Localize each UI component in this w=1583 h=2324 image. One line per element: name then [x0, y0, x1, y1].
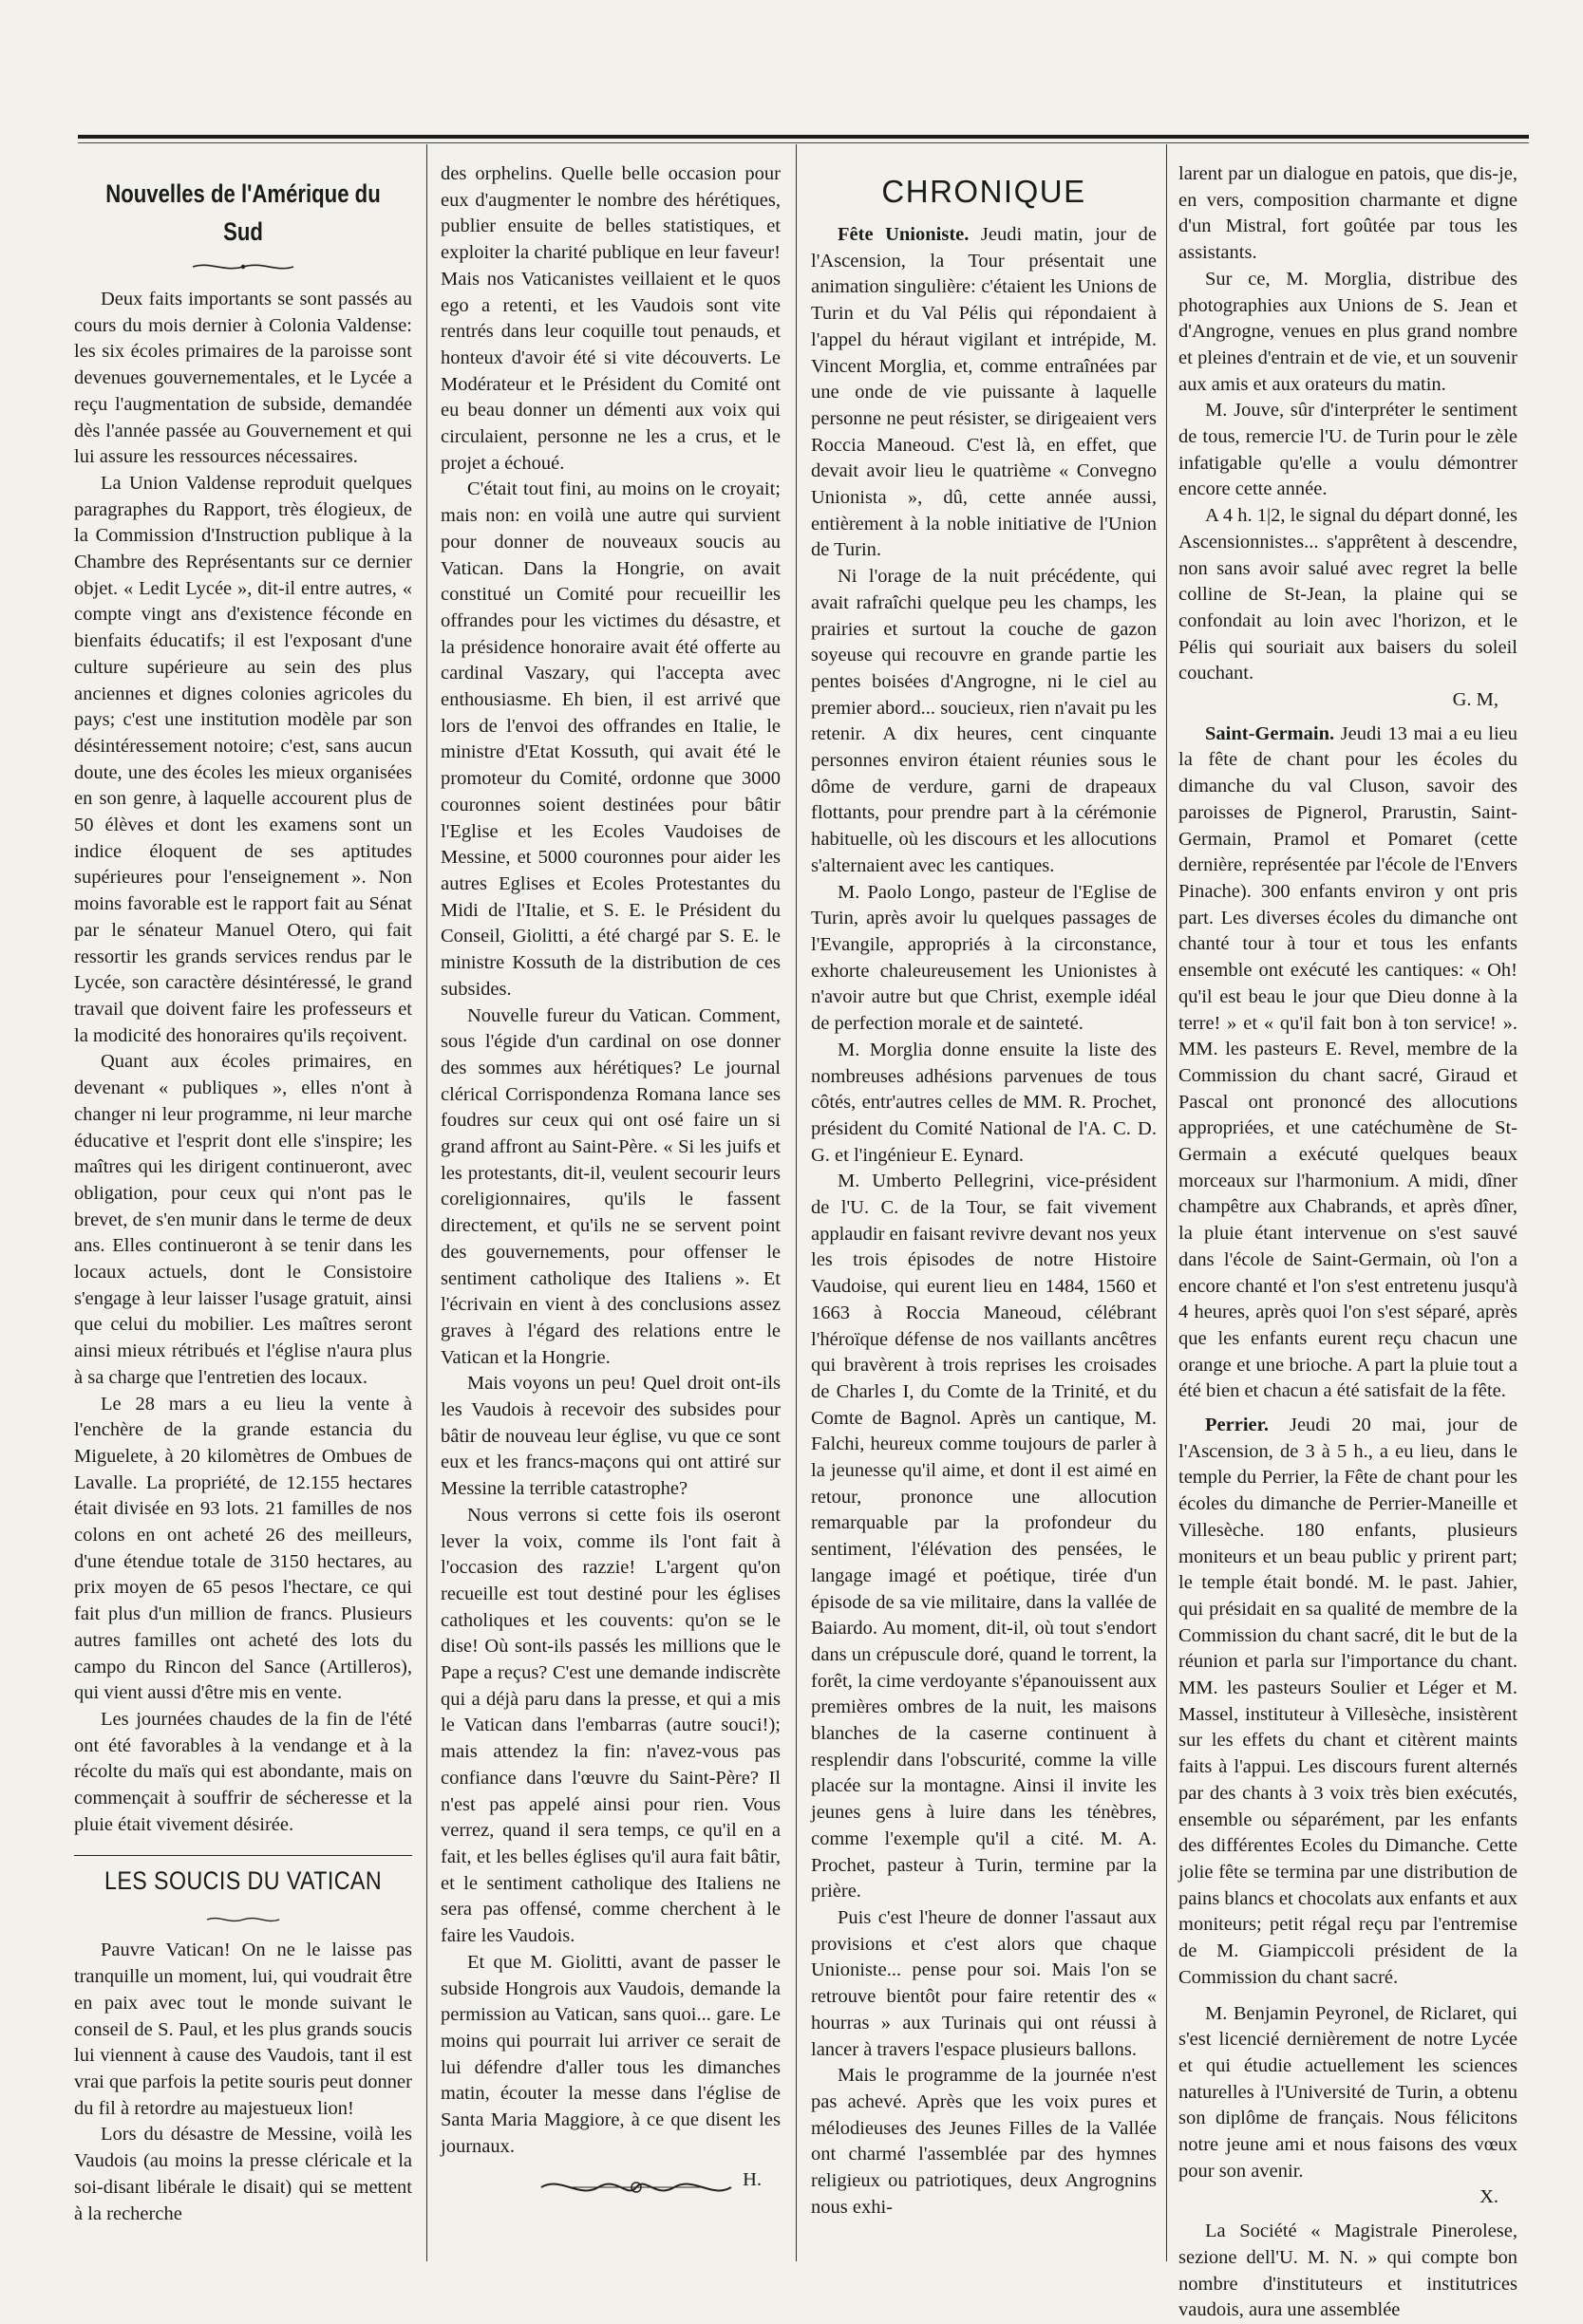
paragraph-text: Jeudi matin, jour de l'Ascension, la Tour présentait une animation singulière: c'étaient les Unions de Turin et du Val Pélis qui répondaient à l'appel du héraut vigilant et intrépide, M. Vincent Morglia, et, comme entraînées par une onde de vie puissante à laquelle personne ne peut résister, se dirigeaient vers Roccia Maneoud. C'est là, en effet, que devait avoir lieu le quatrième « Convegno Unionista », dû, cette année aussi, entièrement à la noble initiative de l'Union de Turin. [811, 224, 1157, 561]
top-rule [78, 135, 1529, 139]
column-2 [441, 161, 781, 2255]
paragraph-text: Jeudi 20 mai, jour de l'Ascension, de 3 à 5 h., a eu lieu, dans le temple du Perrier, la Fête de chant pour les écoles du dimanche de Perrier-Maneille et Villesèche. 180 enfants, plusieurs moniteurs et un beau public y prirent part; le temple était bondé. M. le past. Jahier, qui présidait en sa qualité de membre de la Commission du chant sacré, dit le but de la réunion et parla sur l'importance du chant. MM. les pasteurs Soulier et Léger et M. Massel, instituteur à Villesèche, insistèrent sur les effets du chant et citèrent maints faits à l'appui. Les discours furent alternés par des chants à 3 voix très bien exécutés, ensemble ou séparément, par les enfants des différentes Ecoles du Dimanche. Cette jolie fête se termina par une distribution de pains blancs et chocolats aux enfants et aux moniteurs; petit régal reçu par l'entremise de M. Giampiccoli président de la Commission du chant sacré. [1178, 1415, 1517, 1988]
section-rule [74, 1855, 412, 1856]
column-3 [811, 161, 1157, 2255]
flourish-ornament [74, 256, 412, 273]
paragraph: M. Jouve, sûr d'interpréter le sentiment de tous, remercie l'U. de Turin pour le zèle infatigable qu'elle a voulu démontrer encore cette année. [1178, 400, 1517, 500]
article-heading: Nouvelles de l'Amérique du Sud [105, 179, 381, 246]
paragraph: Mais le programme de la journée n'est pas achevé. Après que les voix pures et mélodieuses des Jeunes Filles de la Vallée ont charmé l'assemblée par des hymnes religieux ou patriotiques, deux Angrognins nous exhi- [811, 2065, 1157, 2218]
paragraph-text: Jeudi 13 mai a eu lieu la fête de chant pour les écoles du dimanche du val Cluson, savoir des paroisses de Pignerol, Prarustin, Saint-Germain, Pramol et Pomaret (cette dernière, représentée par l'école de l'Envers Pinache). 300 enfants environ y ont pris part. Les diverses écoles du dimanche ont chanté tour à tour et tous les enfants ensemble ont exécuté les cantiques: « Oh! qu'il est beau le jour que Dieu donne à la terre! » et « qu'il fait bon à ton service! ». MM. les pasteurs E. Revel, membre de la Commission du chant sacré, Giraud et Pascal ont prononcé des allocutions appropriées, et une catéchumène de St-Germain a exécuté quelques beaux morceaux sur l'harmonium. A midi, dîner champêtre aux Chabrands, et après dîner, la pluie étant intervenue on s'est sauvé dans l'école de Saint-Germain, où l'on a encore chanté et l'on s'est entretenu jusqu'à 4 heures, après quoi l'on s'est séparé, après que les enfants eurent reçu chacun une orange et une brioche. A part la pluie tout a été bien et chacun a été satisfait de la fête. [1178, 722, 1517, 1402]
paragraph: M. Paolo Longo, pasteur de l'Eglise de Turin, après avoir lu quelques passages de l'Evangile, appropriés à la circonstance, exhorte chaleureusement les Unionistes à n'avoir autre but que Christ, exemple idéal de perfection morale et de sainteté. [811, 881, 1157, 1035]
signature: H. [743, 2169, 762, 2191]
paragraph [1178, 722, 1517, 1405]
paragraph: Mais voyons un peu! Quel droit ont-ils les Vaudois à recevoir des subsides pour bâtir de nouveau leur église, vu que ce sont eux et les francs-maçons qui ont attiré sur Messine la terrible catastrophe? [441, 1373, 781, 1500]
paragraph [1178, 1413, 1517, 1991]
paragraph: La Union Valdense reproduit quelques paragraphes du Rapport, très élogieux, de la Commission d'Instruction publique à la Chambre des Représentants sur ce dernier objet. « Ledit Lycée », dit-il entre autres, « compte vingt ans d'existence féconde en bienfaits éducatifs; il est l'exposant d'une culture supérieure au sein des plus anciennes et dignes colonies agricoles du pays; c'est une institution modèle par son désintéressement notoire; c'est, sans aucun doute, une des écoles les mieux organisées en son genre, à laquelle accourent plus de 50 élèves et dont les examens sont un indice éloquent de ses aptitudes supérieures pour l'enseignement ». Non moins favorable est le rapport fait au Sénat par le sénateur Manuel Otero, qui fait ressortir les grands services rendus par le Lycée, son caractère désintéressé, le grand travail que doivent faire les professeurs et la modicité des honoraires qu'ils reçoivent. [74, 472, 412, 1046]
paragraph: C'était tout fini, au moins on le croyait; mais non: en voilà une autre qui survient pour donner de nouveaux soucis au Vatican. Dans la Hongrie, on avait constitué un Comité pour recueillir les offrandes pour les victimes du désastre, et la présidence honoraire avait été offerte au cardinal Vaszary, qui l'accepta avec enthousiasme. Eh bien, il est arrivé que lors de l'envoi des offrandes en Italie, le ministre d'Etat Kossuth, qui avait été le promoteur du Comité, ordonne que 3000 couronnes soient destinées pour bâtir l'Eglise et les Ecoles Vaudoises de Messine, et 5000 couronnes pour aider les autres Eglises et Ecoles Protestantes du Midi de l'Italie, et S. E. le Président du Conseil, Giolitti, a été chargé par S. E. le ministre Kossuth de la distribution de ces subsides. [441, 478, 781, 1000]
paragraph: A 4 h. 1|2, le signal du départ donné, les Ascensionnistes... s'apprêtent à descendre, non sans avoir salué avec regret la belle colline de St-Jean, la plaine qui se confondait au loin avec l'horizon, et le Pélis qui souriait aux baisers du soleil couchant. [1178, 505, 1517, 684]
column-divider [796, 144, 797, 2261]
paragraph: M. Umberto Pellegrini, vice-président de l'U. C. de la Tour, se fait vivement applaudir en faisant revivre devant nos yeux les trois épisodes de notre Histoire Vaudoise, qui eurent lieu en 1484, 1560 et 1663 à Roccia Maneoud, célébrant l'héroïque défense de nos vaillants ancêtres qui bravèrent à trois reprises les croisades de Charles I, du Comte de la Trinité, et du Comte de Bagnol. Après un cantique, M. Falchi, heureux comme toujours de parler à la jeunesse qu'il aime, et dont il est aimé en retour, prononce une allocution remarquable par la profondeur du sentiment, l'élévation des pensées, le langage imagé et poétique, tirée d'un épisode de sa vie militaire, dans la vallée de Baiardo. Au moment, dit-il, où tout s'endort dans un crépuscule doré, quand le torrent, la forêt, la cime verdoyante s'épanouissent aux premières ombres de la nuit, les maisons blanches de la caserne continuent à resplendir dans l'obscurité, comme la ville placée sur la montagne. Ainsi il invite les jeunes gens à luire dans les ténèbres, comme l'exemple qu'il a cité. M. A. Prochet, pasteur à Turin, termine par la prière. [811, 1171, 1157, 1902]
paragraph: des orphelins. Quelle belle occasion pour eux d'augmenter le nombre des hérétiques, publier ensuite de belles statistiques, et exploiter la charité publique en leur faveur! Mais nos Vaticanistes veillaient et le quos ego a retenti, et les Vaudois sont vite rentrés dans leur coquille tout penauds, et honteux d'avoir été si vite découverts. Le Modérateur et le Président du Comité ont eu beau donner un démenti aux voix qui circulaient, personne ne les a crus, et le projet a échoué. [441, 163, 781, 474]
article-heading: LES SOUCIS DU VATICAN [104, 1866, 383, 1896]
signature: G. M, [1452, 689, 1498, 711]
paragraph: Nouvelle fureur du Vatican. Comment, sous l'égide d'un cardinal on ose donner des sommes aux hérétiques? Le journal clérical Corrispondenza Romana lance ses foudres sur ceux qui ont osé faire un si grand affront au Saint-Père. « Si les juifs et les protestants, dit-il, veulent secourir leurs coreligionnaires, qu'ils le fassent directement, et qu'ils ne se servent point des gouvernements, pour offenser le sentiment catholique des Italiens ». Et l'écrivain en vient à des conclusions assez graves à l'égard des relations entre le Vatican et la Hongrie. [441, 1004, 781, 1368]
column-4 [1178, 161, 1517, 2321]
paragraph: Puis c'est l'heure de donner l'assaut aux provisions et c'est alors que chaque Unioniste... pense pour soi. Mais l'on se retrouve bientôt pour faire retentir des « hourras » aux Turinais qui ont réussi à lancer à travers l'espace plusieurs ballons. [811, 1907, 1157, 2060]
paragraph: Ni l'orage de la nuit précédente, qui avait rafraîchi quelque peu les champs, les prairies et surtout la couche de gazon soyeuse qui recouvre en grande partie les pentes boisées d'Angrogne, ni le ciel au premier abord... soucieux, rien n'avait pu les retenir. A dix heures, cent cinquante personnes environ étaient réunies sous le dôme de verdure, garni de drapeaux flottants, pour prendre part à la cérémonie habituelle, où les discours et les allocutions s'alternaient avec les cantiques. [811, 566, 1157, 876]
paragraph: Deux faits importants se sont passés au cours du mois dernier à Colonia Valdense: les six écoles primaires de la paroisse sont devenues gouvernementales, et le Lycée a reçu l'augmentation de subside, demandée dès l'année passée au Gouvernement et qui lui assure les ressources nécessaires. [74, 289, 412, 468]
paragraph-lead: Perrier. [1205, 1415, 1269, 1436]
column-divider [1166, 144, 1167, 2261]
paragraph: larent par un dialogue en patois, que dis-je, en vers, composition charmante et digne d'un Mistral, fort goûtée par tous les assistants. [1178, 163, 1517, 264]
paragraph: Et que M. Giolitti, avant de passer le subside Hongrois aux Vaudois, demande la permission au Vatican, sans quoi... gare. Le moins qui pourrait lui arriver ce serait de lui défendre d'aller tous les dimanches matin, écouter la messe dans l'église de Santa Maria Maggiore, à ce que disent les journaux. [441, 1951, 781, 2157]
column-divider [426, 144, 427, 2261]
paragraph [811, 222, 1157, 564]
paragraph: Le 28 mars a eu lieu la vente à l'enchère de la grande estancia du Miguelete, à 20 kilomètres de Ombues de Lavalle. La propriété, de 12.155 hectares était divisée en 93 lots. 21 familles de nos colons en ont acheté 26 des meilleurs, d'une étendue totale de 3150 hectares, au prix moyen de 65 pesos l'hectare, ce qui fait plus d'un million de francs. Plusieurs autres familles ont acheté des lots du campo du Rincon del Sance (Artilleros), qui vient aussi d'être mis en vente. [74, 1393, 412, 1704]
paragraph: Lors du désastre de Messine, voilà les Vaudois (au moins la presse cléricale et la soi-disant libérale le disait) qui se mettent à la recherche [74, 2124, 412, 2224]
paragraph: M. Benjamin Peyronel, de Riclaret, qui s'est licencié dernièrement de notre Lycée et qui étudie actuellement les sciences naturelles à l'Université de Turin, a obtenu son diplôme de français. Nous félicitons notre jeune ami et nous faisons des vœux pour son avenir. [1178, 2002, 1517, 2182]
paragraph: Pauvre Vatican! On ne le laisse pas tranquille un moment, lui, qui voudrait être en paix avec tout le monde suivant le conseil de S. Paul, et les plus grands soucis lui viennent à cause des Vaudois, tant il est vrai que parfois la petite souris peut donner du fil à retordre au majestueux lion! [74, 1940, 412, 2119]
paragraph: La Société « Magistrale Pinerolese, sezione dell'U. M. N. » qui compte bon nombre d'instituteurs et institutrices vaudois, aura une assemblée [1178, 2221, 1517, 2321]
column-1 [74, 161, 412, 2255]
paragraph: Sur ce, M. Morglia, distribue des photographies aux Unions de S. Jean et d'Angrogne, venues en plus grand nombre et pleines d'entrain et de vie, et un souvenir aux amis et aux orateurs du matin. [1178, 268, 1517, 395]
tailpiece-ornament [532, 2174, 741, 2201]
paragraph-lead: Fête Unioniste. [838, 224, 970, 245]
section-heading: CHRONIQUE [881, 174, 1086, 209]
paragraph: M. Morglia donne ensuite la liste des nombreuses adhésions parvenues de tous côtés, entr'autres celles de MM. R. Prochet, président du Comité National de l'A. C. D. G. et l'ingénieur E. Eynard. [811, 1039, 1157, 1166]
paragraph: Nous verrons si cette fois ils oseront lever la voix, comme ils l'ont fait à l'occasion des razzie! L'argent qu'on recueille est tout destiné pour les églises catholiques et les couvents: qu'on se le dise! Où sont-ils passés les millions que le Pape a reçus? C'est une demande indiscrète qui a déjà paru dans la presse, et qui a mis le Vatican dans l'embarras (autre souci!); mais attendez la fin: n'avez-vous pas confiance dans l'œuvre du Saint-Père? Il n'est pas appelé ainsi pour rien. Vous verrez, quand il sera temps, ce qu'il en a fait, et les belles églises qu'il aura fait bâtir, et le sentiment catholique des Italiens ne sera pas offensé, comme cherchent à le faire les Vaudois. [441, 1504, 781, 1947]
top-rule-thin [78, 142, 1529, 143]
signature: X. [1479, 2186, 1498, 2208]
flourish-ornament [74, 1907, 412, 1924]
paragraph: Quant aux écoles primaires, en devenant « publiques », elles n'ont à changer ni leur programme, ni leur marche éducative et l'esprit dont elle s'inspire; les maîtres qui les dirigent continueront, avec obligation, pour ceux qui n'ont pas le brevet, de s'en munir dans le terme de deux ans. Elles continueront à se tenir dans les locaux actuels, dont le Consistoire s'engage à leur laisser l'usage gratuit, ainsi que celui du mobilier. Les maîtres seront ainsi mieux rétribués et l'église n'aura plus à sa charge que l'entretien des locaux. [74, 1051, 412, 1388]
paragraph-lead: Saint-Germain. [1205, 722, 1335, 744]
paragraph: Les journées chaudes de la fin de l'été ont été favorables à la vendange et à la récolte du maïs qui est abondante, mais on commençait à souffrir de sécheresse et la pluie était vivement désirée. [74, 1708, 412, 1835]
